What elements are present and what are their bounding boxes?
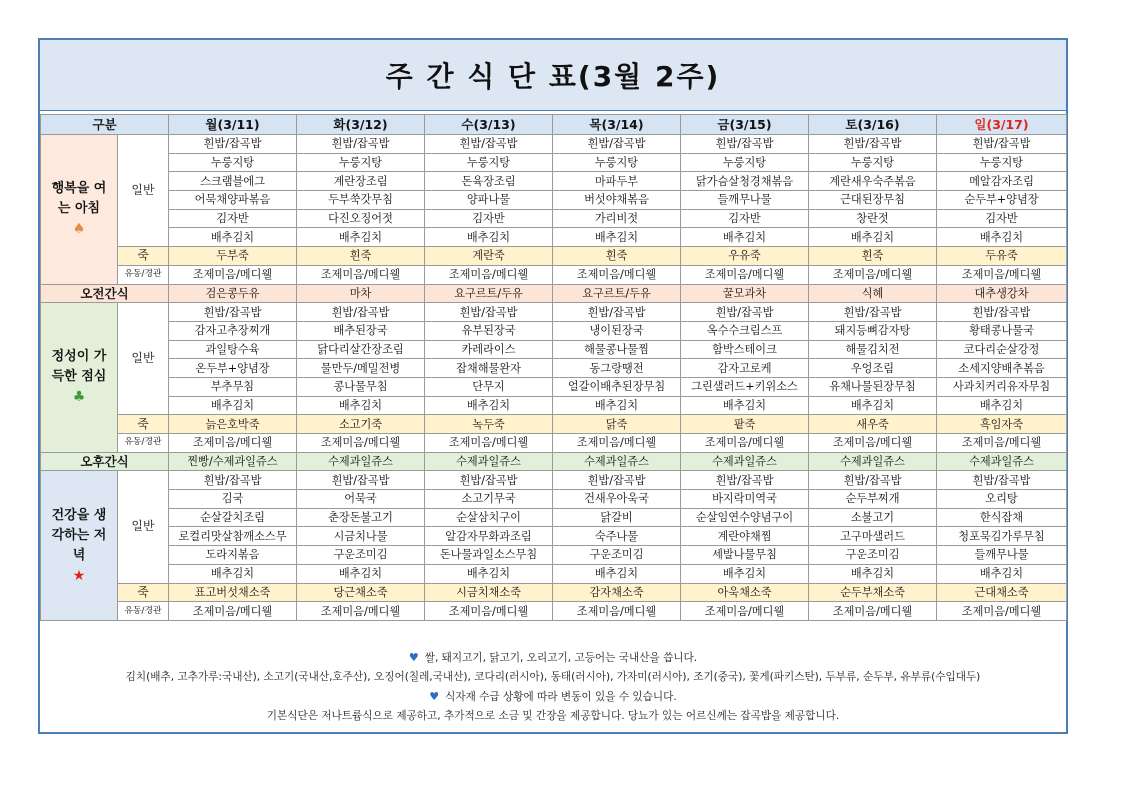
menu-item: 배추된장국 xyxy=(297,321,425,340)
juk-item: 흰죽 xyxy=(553,247,681,266)
snack-item: 식혜 xyxy=(809,284,937,303)
menu-item: 창란젓 xyxy=(809,209,937,228)
snack-item: 수제과일쥬스 xyxy=(425,452,553,471)
menu-item: 흰밥/잡곡밥 xyxy=(553,471,681,490)
snack-item: 대추생강차 xyxy=(937,284,1067,303)
menu-row xyxy=(41,359,1067,378)
menu-item: 어묵국 xyxy=(297,490,425,509)
menu-item: 구운조미김 xyxy=(553,546,681,565)
club-icon: ♣ xyxy=(72,389,86,406)
diet-item: 조제미음/메디웰 xyxy=(297,434,425,453)
general-label: 일반 xyxy=(118,303,169,415)
menu-item: 물만두/메밀전병 xyxy=(297,359,425,378)
menu-item: 흰밥/잡곡밥 xyxy=(425,471,553,490)
menu-item: 감자고추장찌개 xyxy=(169,321,297,340)
juk-item: 늙은호박죽 xyxy=(169,415,297,434)
heart-icon: ♥ xyxy=(429,690,440,703)
juk-label: 죽 xyxy=(118,415,169,434)
juk-item: 두부죽 xyxy=(169,247,297,266)
juk-row xyxy=(41,583,1067,602)
juk-item: 흰죽 xyxy=(297,247,425,266)
juk-item: 감자채소죽 xyxy=(553,583,681,602)
juk-item: 두유죽 xyxy=(937,247,1067,266)
spade-icon: ♠ xyxy=(72,221,86,238)
diet-item: 조제미음/메디웰 xyxy=(553,434,681,453)
menu-item: 시금치나물 xyxy=(297,527,425,546)
day-header: 금(3/15) xyxy=(681,115,809,135)
day-header-sunday: 일(3/17) xyxy=(937,115,1067,135)
juk-item: 계란죽 xyxy=(425,247,553,266)
juk-item: 근대채소죽 xyxy=(937,583,1067,602)
menu-item: 흰밥/잡곡밥 xyxy=(681,303,809,322)
menu-item: 스크램블에그 xyxy=(169,172,297,191)
menu-item: 근대된장무침 xyxy=(809,191,937,210)
menu-item: 흰밥/잡곡밥 xyxy=(937,135,1067,154)
general-label: 일반 xyxy=(118,135,169,247)
menu-item: 누룽지탕 xyxy=(937,153,1067,172)
menu-item: 배추김치 xyxy=(425,228,553,247)
menu-item: 부추무침 xyxy=(169,377,297,396)
breakfast-label: 행복을 여는 아침 xyxy=(51,181,107,217)
menu-item: 흰밥/잡곡밥 xyxy=(169,135,297,154)
menu-item: 다진오징어젓 xyxy=(297,209,425,228)
juk-row xyxy=(41,415,1067,434)
menu-item: 흰밥/잡곡밥 xyxy=(297,135,425,154)
diet-label: 유동/경관 xyxy=(118,265,169,284)
snack-item: 찐빵/수제과일쥬스 xyxy=(169,452,297,471)
menu-item: 과일탕수육 xyxy=(169,340,297,359)
pm_snack-label: 오후간식 xyxy=(41,452,169,471)
juk-row xyxy=(41,247,1067,266)
diet-item: 조제미음/메디웰 xyxy=(425,434,553,453)
menu-item: 옥수수크림스프 xyxy=(681,321,809,340)
diet-item: 조제미음/메디웰 xyxy=(937,434,1067,453)
menu-item: 흰밥/잡곡밥 xyxy=(809,471,937,490)
diet-item: 조제미음/메디웰 xyxy=(553,602,681,621)
breakfast-label-cell xyxy=(41,135,118,285)
juk-item: 팥죽 xyxy=(681,415,809,434)
menu-item: 누룽지탕 xyxy=(169,153,297,172)
menu-item: 누룽지탕 xyxy=(809,153,937,172)
menu-row xyxy=(41,209,1067,228)
snack-item: 수제과일쥬스 xyxy=(937,452,1067,471)
menu-item: 배추김치 xyxy=(809,396,937,415)
menu-item: 순두부찌개 xyxy=(809,490,937,509)
menu-row xyxy=(41,377,1067,396)
menu-item: 닭다리살간장조림 xyxy=(297,340,425,359)
menu-item: 배추김치 xyxy=(425,564,553,583)
menu-item: 흰밥/잡곡밥 xyxy=(809,303,937,322)
menu-table xyxy=(40,114,1067,621)
menu-item: 유채나물된장무침 xyxy=(809,377,937,396)
diet-row xyxy=(41,265,1067,284)
category-header: 구분 xyxy=(41,115,169,135)
menu-item: 흰밥/잡곡밥 xyxy=(425,303,553,322)
juk-item: 우유죽 xyxy=(681,247,809,266)
menu-item: 흰밥/잡곡밥 xyxy=(169,303,297,322)
origin-note-2: 김치(배추, 고추가루:국내산), 소고기(국내산,호주산), 오징어(칠레,국내산), 코다리(러시아), 동태(러시아), 가자미(러시아), 조기(중국), 꽃게(파키스탄), 두부류, 순두부, 유부류(수입대두) xyxy=(125,671,981,683)
diet-item: 조제미음/메디웰 xyxy=(297,602,425,621)
menu-item: 알감자무화과조림 xyxy=(425,527,553,546)
header-row xyxy=(41,115,1067,135)
menu-item: 흰밥/잡곡밥 xyxy=(681,471,809,490)
diet-row xyxy=(41,434,1067,453)
menu-item: 소불고기 xyxy=(809,508,937,527)
menu-item: 흰밥/잡곡밥 xyxy=(681,135,809,154)
menu-row xyxy=(41,321,1067,340)
diet-item: 조제미음/메디웰 xyxy=(937,602,1067,621)
menu-item: 로컬리맛살참깨소스무 xyxy=(169,527,297,546)
menu-row xyxy=(41,228,1067,247)
juk-label: 죽 xyxy=(118,247,169,266)
menu-item: 배추김치 xyxy=(937,564,1067,583)
menu-item: 배추김치 xyxy=(169,228,297,247)
menu-item: 청포묵김가루무침 xyxy=(937,527,1067,546)
menu-item: 세발나물무침 xyxy=(681,546,809,565)
menu-item: 마파두부 xyxy=(553,172,681,191)
general-label: 일반 xyxy=(118,471,169,583)
menu-item: 해물김치전 xyxy=(809,340,937,359)
diet-label: 유동/경관 xyxy=(118,434,169,453)
menu-item: 배추김치 xyxy=(297,564,425,583)
day-header: 월(3/11) xyxy=(169,115,297,135)
snack-item: 요구르트/두유 xyxy=(425,284,553,303)
juk-item: 소고기죽 xyxy=(297,415,425,434)
juk-item: 닭죽 xyxy=(553,415,681,434)
menu-item: 고구마샐러드 xyxy=(809,527,937,546)
origin-note-1: 쌀, 돼지고기, 닭고기, 오리고기, 고등어는 국내산을 씁니다. xyxy=(424,652,698,664)
diet-item: 조제미음/메디웰 xyxy=(169,265,297,284)
diet-item: 조제미음/메디웰 xyxy=(681,434,809,453)
menu-item: 냉이된장국 xyxy=(553,321,681,340)
menu-item: 들깨무나물 xyxy=(937,546,1067,565)
menu-item: 배추김치 xyxy=(809,564,937,583)
menu-item: 콩나물무침 xyxy=(297,377,425,396)
dinner-label: 건강을 생각하는 저녁 xyxy=(51,507,107,563)
diet-item: 조제미음/메디웰 xyxy=(169,602,297,621)
menu-item: 배추김치 xyxy=(553,564,681,583)
lunch-label-cell xyxy=(41,303,118,453)
menu-item: 닭갈비 xyxy=(553,508,681,527)
menu-item: 흰밥/잡곡밥 xyxy=(553,303,681,322)
menu-item: 온두부+양념장 xyxy=(169,359,297,378)
menu-row xyxy=(41,172,1067,191)
menu-item: 그린샐러드+키위소스 xyxy=(681,377,809,396)
menu-item: 두부쑥갓무침 xyxy=(297,191,425,210)
menu-item: 돼지등뼈감자탕 xyxy=(809,321,937,340)
menu-item: 누룽지탕 xyxy=(681,153,809,172)
dinner-label-cell xyxy=(41,471,118,621)
menu-item: 배추김치 xyxy=(297,228,425,247)
menu-item: 숙주나물 xyxy=(553,527,681,546)
diet-item: 조제미음/메디웰 xyxy=(681,265,809,284)
menu-row xyxy=(41,527,1067,546)
menu-item: 소세지양배추볶음 xyxy=(937,359,1067,378)
menu-item: 얼갈이배추된장무침 xyxy=(553,377,681,396)
menu-item: 계란새우숙주볶음 xyxy=(809,172,937,191)
menu-item: 흰밥/잡곡밥 xyxy=(169,471,297,490)
menu-item: 카레라이스 xyxy=(425,340,553,359)
diet-item: 조제미음/메디웰 xyxy=(425,265,553,284)
menu-item: 춘장돈불고기 xyxy=(297,508,425,527)
menu-item: 오리탕 xyxy=(937,490,1067,509)
menu-item: 바지락미역국 xyxy=(681,490,809,509)
menu-item: 돈육장조림 xyxy=(425,172,553,191)
menu-item: 누룽지탕 xyxy=(297,153,425,172)
menu-item: 흰밥/잡곡밥 xyxy=(937,471,1067,490)
menu-row xyxy=(41,135,1067,154)
day-header: 토(3/16) xyxy=(809,115,937,135)
menu-item: 해물콩나물찜 xyxy=(553,340,681,359)
star-icon: ★ xyxy=(72,567,86,584)
menu-item: 배추김치 xyxy=(553,396,681,415)
am_snack-row xyxy=(41,284,1067,303)
juk-label: 죽 xyxy=(118,583,169,602)
menu-item: 어묵채양파볶음 xyxy=(169,191,297,210)
heart-icon: ♥ xyxy=(408,651,419,664)
menu-item: 구운조미김 xyxy=(297,546,425,565)
snack-item: 수제과일쥬스 xyxy=(297,452,425,471)
menu-row xyxy=(41,153,1067,172)
diet-item: 조제미음/메디웰 xyxy=(809,434,937,453)
menu-item: 유부된장국 xyxy=(425,321,553,340)
menu-item: 한식잡채 xyxy=(937,508,1067,527)
menu-item: 함박스테이크 xyxy=(681,340,809,359)
menu-item: 우엉조림 xyxy=(809,359,937,378)
menu-item: 메알감자조림 xyxy=(937,172,1067,191)
menu-item: 잡채해물완자 xyxy=(425,359,553,378)
pm_snack-row xyxy=(41,452,1067,471)
menu-item: 순살삼치구이 xyxy=(425,508,553,527)
menu-item: 단무지 xyxy=(425,377,553,396)
menu-item: 배추김치 xyxy=(937,228,1067,247)
menu-item: 흰밥/잡곡밥 xyxy=(297,303,425,322)
day-header: 수(3/13) xyxy=(425,115,553,135)
menu-item: 순두부+양념장 xyxy=(937,191,1067,210)
menu-item: 돈나물과일소스무침 xyxy=(425,546,553,565)
menu-item: 배추김치 xyxy=(809,228,937,247)
menu-row xyxy=(41,564,1067,583)
diet-item: 조제미음/메디웰 xyxy=(809,265,937,284)
snack-item: 검은콩두유 xyxy=(169,284,297,303)
snack-item: 요구르트/두유 xyxy=(553,284,681,303)
lunch-label: 정성이 가득한 점심 xyxy=(51,349,107,385)
menu-item: 김자반 xyxy=(937,209,1067,228)
menu-item: 김국 xyxy=(169,490,297,509)
menu-item: 버섯야채볶음 xyxy=(553,191,681,210)
diet-item: 조제미음/메디웰 xyxy=(425,602,553,621)
juk-item: 녹두죽 xyxy=(425,415,553,434)
menu-item: 코다리순살강정 xyxy=(937,340,1067,359)
menu-row xyxy=(41,191,1067,210)
menu-item: 가리비젓 xyxy=(553,209,681,228)
menu-row xyxy=(41,490,1067,509)
menu-item: 배추김치 xyxy=(681,396,809,415)
diet-item: 조제미음/메디웰 xyxy=(937,265,1067,284)
menu-item: 닭가슴살청경채볶음 xyxy=(681,172,809,191)
menu-item: 계란장조림 xyxy=(297,172,425,191)
menu-item: 도라지볶음 xyxy=(169,546,297,565)
diet-item: 조제미음/메디웰 xyxy=(169,434,297,453)
diet-row xyxy=(41,602,1067,621)
menu-item: 배추김치 xyxy=(681,228,809,247)
diet-item: 조제미음/메디웰 xyxy=(553,265,681,284)
juk-item: 흑임자죽 xyxy=(937,415,1067,434)
day-header: 목(3/14) xyxy=(553,115,681,135)
juk-item: 시금치채소죽 xyxy=(425,583,553,602)
menu-item: 배추김치 xyxy=(937,396,1067,415)
menu-item: 누룽지탕 xyxy=(425,153,553,172)
juk-item: 흰죽 xyxy=(809,247,937,266)
menu-item: 계란야채찜 xyxy=(681,527,809,546)
menu-item: 순살임연수양념구이 xyxy=(681,508,809,527)
menu-item: 들깨무나물 xyxy=(681,191,809,210)
menu-item: 김자반 xyxy=(681,209,809,228)
menu-item: 건새우아욱국 xyxy=(553,490,681,509)
menu-item: 배추김치 xyxy=(681,564,809,583)
title-bar xyxy=(40,40,1066,111)
menu-item: 누룽지탕 xyxy=(553,153,681,172)
snack-item: 꿀모과차 xyxy=(681,284,809,303)
menu-row xyxy=(41,303,1067,322)
juk-item: 당근채소죽 xyxy=(297,583,425,602)
menu-item: 구운조미김 xyxy=(809,546,937,565)
notes-section xyxy=(40,648,1066,734)
am_snack-label: 오전간식 xyxy=(41,284,169,303)
menu-item: 감자고로케 xyxy=(681,359,809,378)
diet-label: 유동/경관 xyxy=(118,602,169,621)
menu-item: 배추김치 xyxy=(553,228,681,247)
menu-item: 흰밥/잡곡밥 xyxy=(553,135,681,154)
menu-row xyxy=(41,396,1067,415)
menu-item: 흰밥/잡곡밥 xyxy=(937,303,1067,322)
menu-item: 배추김치 xyxy=(425,396,553,415)
menu-item: 김자반 xyxy=(425,209,553,228)
juk-item: 아욱채소죽 xyxy=(681,583,809,602)
snack-item: 마차 xyxy=(297,284,425,303)
juk-item: 순두부채소죽 xyxy=(809,583,937,602)
snack-item: 수제과일쥬스 xyxy=(809,452,937,471)
menu-item: 동그랑땡전 xyxy=(553,359,681,378)
menu-row xyxy=(41,471,1067,490)
menu-item: 배추김치 xyxy=(297,396,425,415)
juk-item: 표고버섯채소죽 xyxy=(169,583,297,602)
juk-item: 새우죽 xyxy=(809,415,937,434)
change-note: 식자재 수급 상황에 따라 변동이 있을 수 있습니다. xyxy=(445,691,677,703)
menu-item: 소고기무국 xyxy=(425,490,553,509)
menu-item: 배추김치 xyxy=(169,564,297,583)
menu-item: 흰밥/잡곡밥 xyxy=(425,135,553,154)
menu-row xyxy=(41,546,1067,565)
menu-item: 양파나물 xyxy=(425,191,553,210)
diet-item: 조제미음/메디웰 xyxy=(681,602,809,621)
snack-item: 수제과일쥬스 xyxy=(681,452,809,471)
policy-note: 기본식단은 저나트륨식으로 제공하고, 추가적으로 소금 및 간장을 제공합니다. 당뇨가 있는 어르신께는 잡곡밥을 제공합니다. xyxy=(266,710,840,722)
menu-item: 사과치커리유자무침 xyxy=(937,377,1067,396)
diet-item: 조제미음/메디웰 xyxy=(297,265,425,284)
menu-row xyxy=(41,508,1067,527)
menu-item: 흰밥/잡곡밥 xyxy=(809,135,937,154)
diet-item: 조제미음/메디웰 xyxy=(809,602,937,621)
snack-item: 수제과일쥬스 xyxy=(553,452,681,471)
day-header: 화(3/12) xyxy=(297,115,425,135)
menu-item: 순살갈치조림 xyxy=(169,508,297,527)
page-title: 주 간 식 단 표(3월 2주) xyxy=(385,60,721,93)
menu-frame xyxy=(38,38,1068,734)
menu-item: 황태콩나물국 xyxy=(937,321,1067,340)
menu-item: 흰밥/잡곡밥 xyxy=(297,471,425,490)
menu-item: 김자반 xyxy=(169,209,297,228)
menu-item: 배추김치 xyxy=(169,396,297,415)
menu-row xyxy=(41,340,1067,359)
